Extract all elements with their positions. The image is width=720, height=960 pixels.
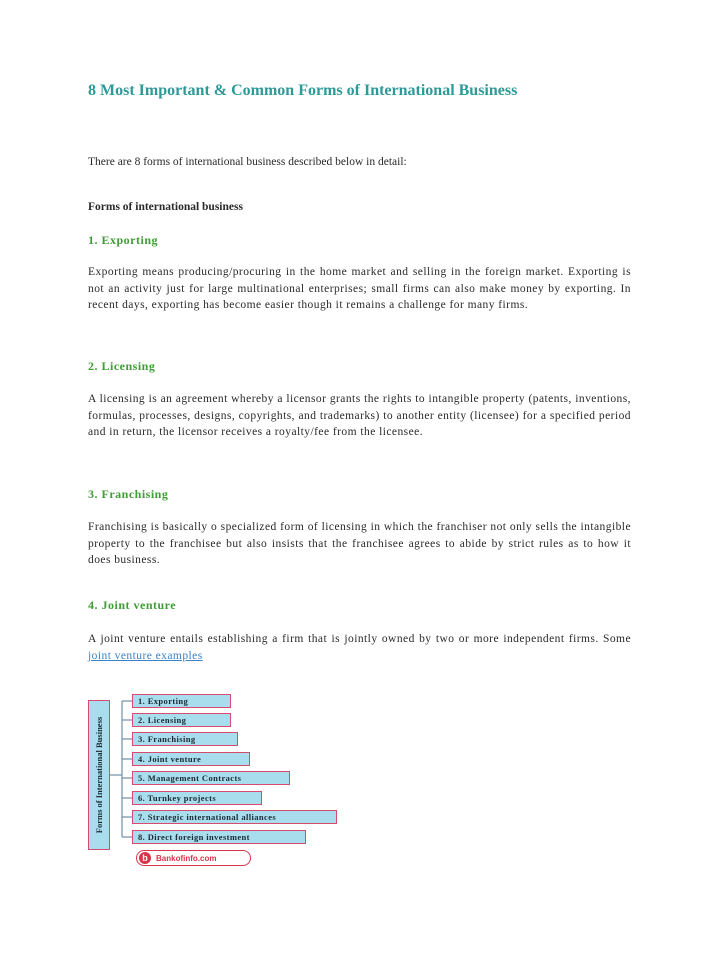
section-heading-exporting: 1. Exporting bbox=[88, 233, 159, 247]
section-heading-licensing: 2. Licensing bbox=[88, 359, 156, 373]
section-body-exporting: Exporting means producing/procuring in the home market and selling in the foreign market. Exporting is not an activity just for large multinational enterprises; small firms can also make money by exporting. In recent days, exporting has become easier though it remains a challenge for many firms. bbox=[88, 266, 631, 311]
diagram-item-management-contracts: 5. Management Contracts bbox=[132, 771, 290, 785]
forms-heading: Forms of international business bbox=[88, 201, 243, 213]
diagram-item-licensing: 2. Licensing bbox=[132, 713, 231, 727]
brand-logo-icon: b bbox=[139, 852, 151, 864]
page-title: 8 Most Important & Common Forms of International Business bbox=[88, 82, 518, 99]
joint-venture-examples-link[interactable]: joint venture examples bbox=[88, 649, 203, 662]
brand-name: Bankofinfo.com bbox=[156, 854, 217, 863]
section-body-franchising: Franchising is basically o specialized form of licensing in which the franchiser not only sells the intangible property to the franchisee but also insists that the franchisee agrees to abide by strict rules as to how it does business. bbox=[88, 521, 631, 566]
section-body-joint-venture bbox=[88, 631, 631, 664]
brand-badge bbox=[136, 850, 251, 866]
diagram-item-direct-foreign-investment: 8. Direct foreign investment bbox=[132, 830, 306, 844]
section-body-licensing: A licensing is an agreement whereby a licensor grants the rights to intangible property (patents, inventions, formulas, processes, designs, copyrights, and trademarks) to another entity (licensee) for a specified period and in return, the licensor receives a royalty/fee from the licensee. bbox=[88, 393, 631, 438]
diagram-item-joint-venture: 4. Joint venture bbox=[132, 752, 250, 766]
diagram-item-exporting: 1. Exporting bbox=[132, 694, 231, 708]
section-heading-joint-venture: 4. Joint venture bbox=[88, 598, 177, 612]
diagram-root-label: Forms of International Business bbox=[94, 716, 104, 834]
forms-diagram bbox=[84, 688, 354, 873]
diagram-item-franchising: 3. Franchising bbox=[132, 732, 238, 746]
diagram-item-turnkey-projects: 6. Turnkey projects bbox=[132, 791, 262, 805]
diagram-item-strategic-alliances: 7. Strategic international alliances bbox=[132, 810, 337, 824]
section-heading-franchising: 3. Franchising bbox=[88, 487, 169, 501]
intro-text: There are 8 forms of international business described below in detail: bbox=[88, 156, 407, 168]
joint-venture-text: A joint venture entails establishing a firm that is jointly owned by two or more independent firms. Some bbox=[88, 633, 631, 645]
diagram-root-box bbox=[88, 700, 110, 850]
